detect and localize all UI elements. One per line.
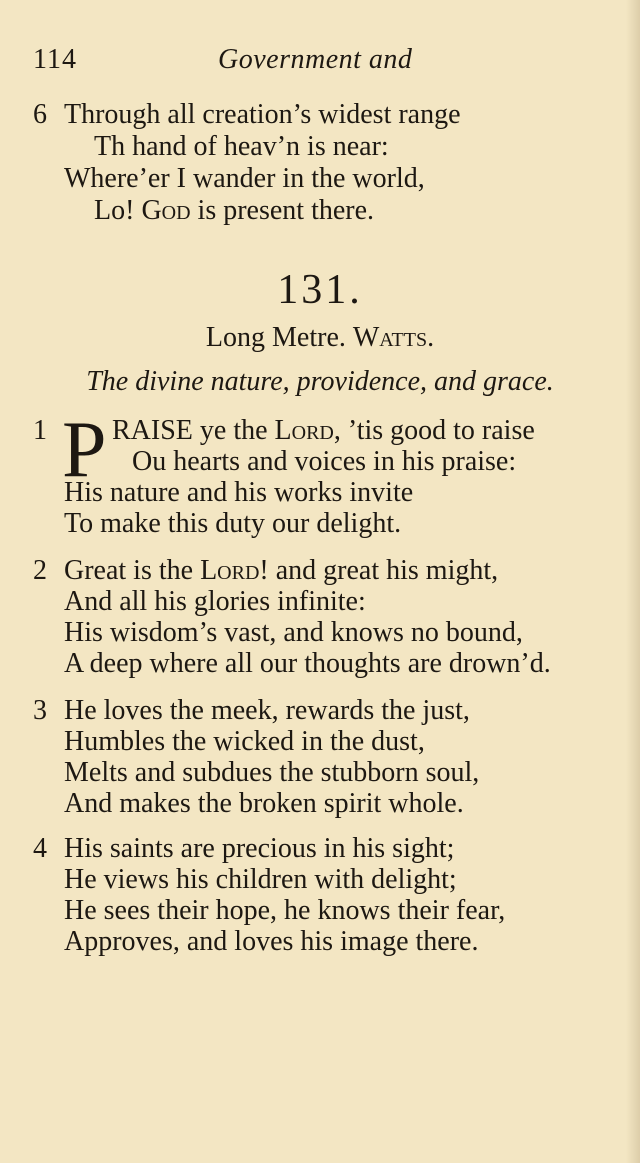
verse-line: His saints are precious in his sight; [64, 833, 455, 864]
verse-line: And makes the broken spirit whole. [64, 788, 464, 819]
page-number: 114 [33, 44, 77, 75]
verse-number: 3 [33, 695, 47, 726]
verse-number: 4 [33, 833, 47, 864]
running-head [33, 44, 613, 84]
hymn-metre: Long Metre. Watts. [205, 322, 435, 353]
verse-line: To make this duty our delight. [64, 508, 402, 539]
hymn-number: 131. [277, 267, 363, 313]
verse-line: Th hand of heav’n is near: [94, 131, 389, 162]
verse-number: 1 [33, 415, 47, 446]
verse-line: A deep where all our thoughts are drown’d. [64, 648, 551, 679]
verse-line: He loves the meek, rewards the just, [64, 695, 470, 726]
verse-line: And all his glories infinite: [64, 586, 366, 617]
page-edge-shadow [626, 0, 640, 1163]
verse-number: 2 [33, 555, 47, 586]
verse-line: Great is the Lord! and great his might, [64, 555, 499, 586]
running-title: Government and [218, 44, 413, 75]
verse-line: Approves, and loves his image there. [64, 926, 479, 957]
verse-line: His nature and his works invite [64, 477, 414, 508]
verse-line: He views his children with delight; [64, 864, 457, 895]
verse-line: Where’er I wander in the world, [64, 163, 425, 194]
verse-line: Humbles the wicked in the dust, [64, 726, 425, 757]
verse-line: Lo! God is present there. [94, 195, 375, 226]
divine-name: Lord [200, 555, 260, 586]
verse-line: Ou hearts and voices in his praise: [132, 446, 517, 477]
divine-name: God [141, 195, 191, 226]
verse-line: Melts and subdues the stubborn soul, [64, 757, 480, 788]
verse-number: 6 [33, 99, 47, 130]
verse-line: Through all creation’s widest range [64, 99, 461, 130]
drop-cap: P [62, 406, 107, 494]
verse-line: His wisdom’s vast, and knows no bound, [64, 617, 523, 648]
verse-line: RAISE ye the Lord, ’tis good to raise [112, 415, 535, 446]
hymn-subject: The divine nature, providence, and grace. [86, 366, 554, 397]
divine-name: Lord [274, 415, 334, 446]
hymn-author: Watts. [352, 322, 435, 353]
verse-line: He sees their hope, he knows their fear, [64, 895, 506, 926]
